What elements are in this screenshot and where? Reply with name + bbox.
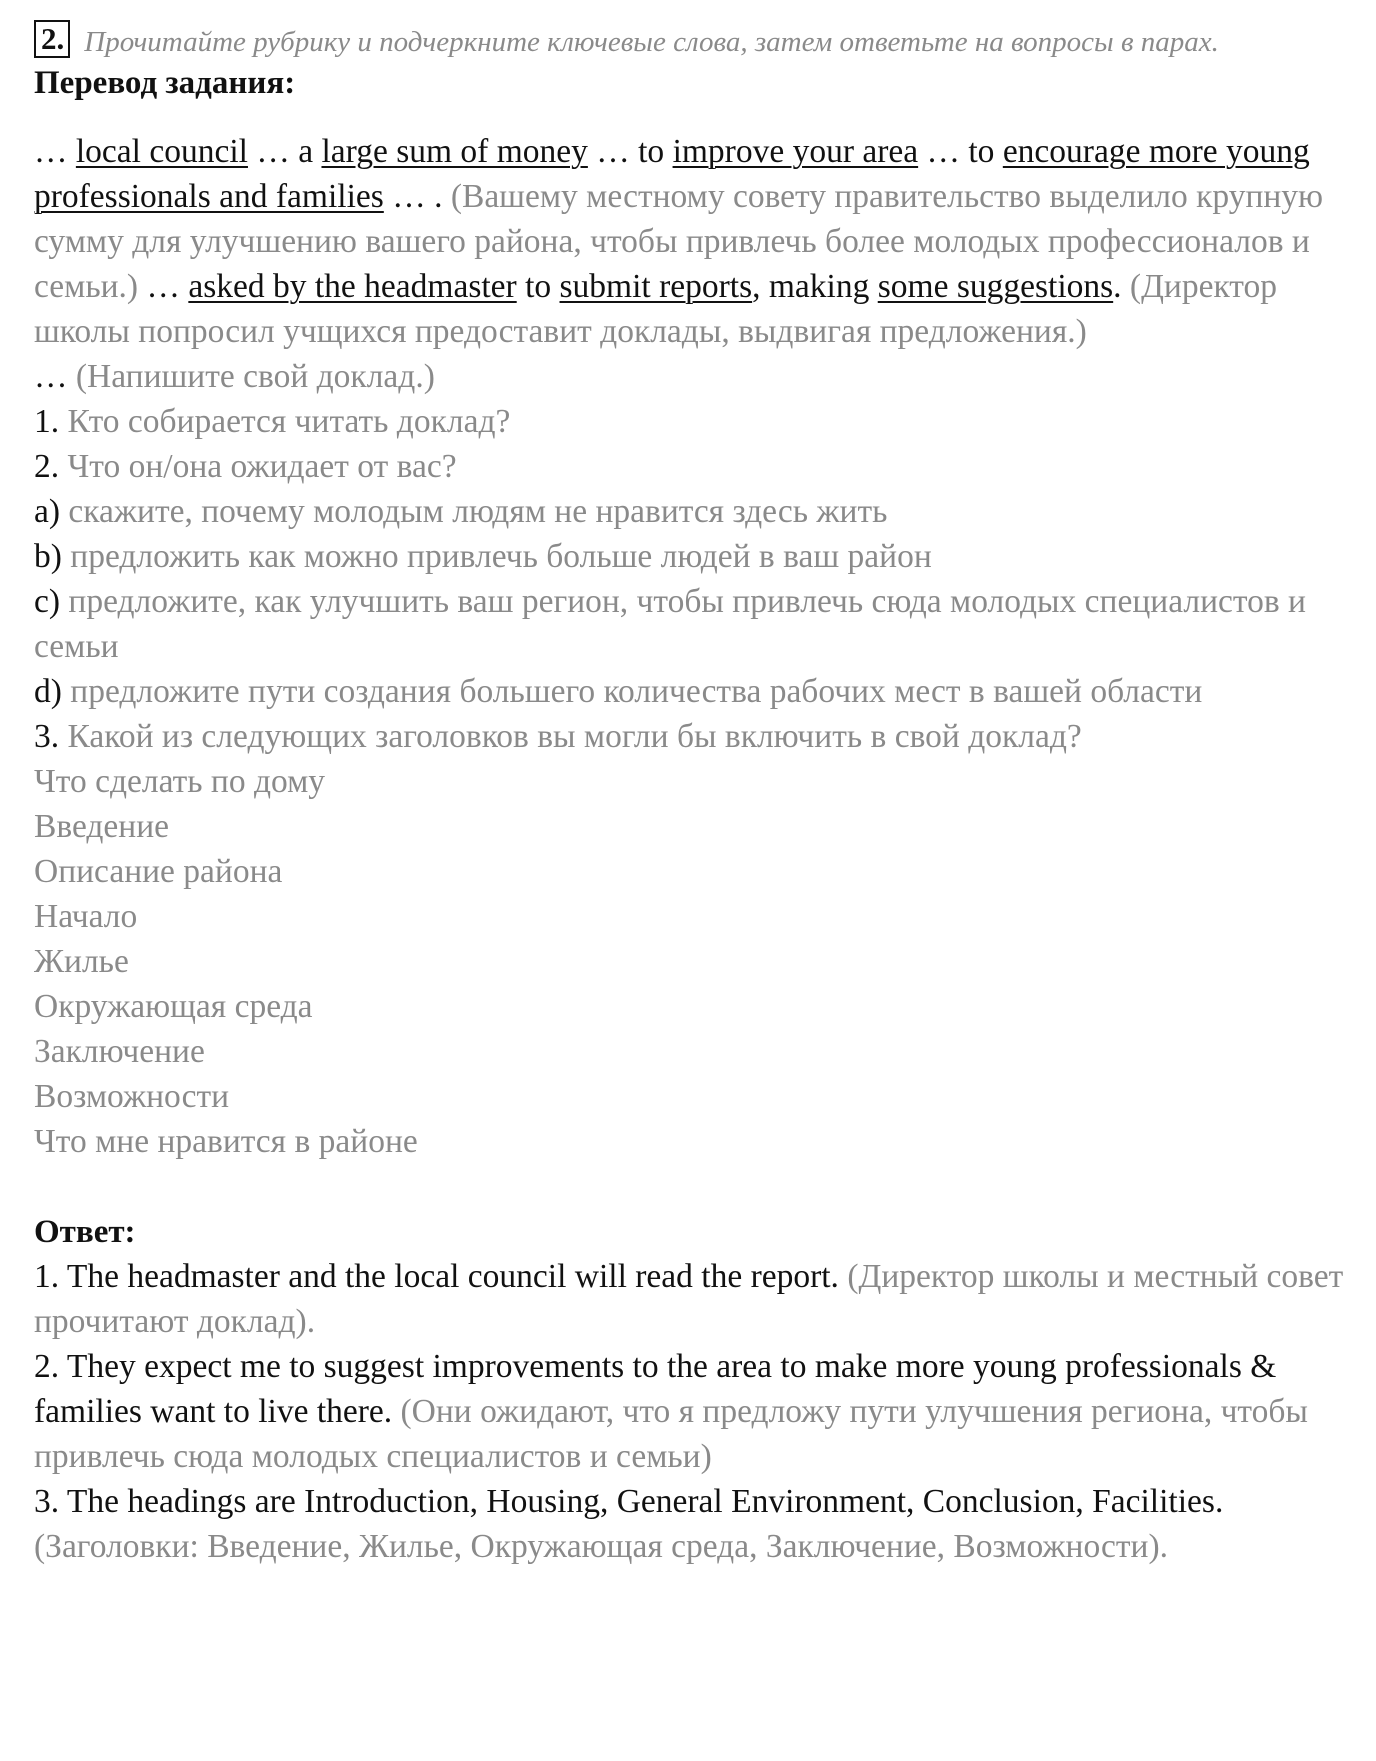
keyword: asked by the headmaster [188, 268, 517, 305]
question-marker: 2. [34, 448, 60, 485]
question-marker: d) [34, 673, 62, 710]
answer-text: 1. The headmaster and the local council will read the report. [34, 1258, 848, 1295]
translation-text: (Напишите свой доклад.) [75, 358, 435, 395]
keyword: encourage more young professionals and families [34, 133, 1310, 215]
answer-item [34, 1479, 1344, 1569]
question-text: предложите, как улучшить ваш регион, чтобы привлечь сюда молодых специалистов и семьи [34, 583, 1306, 665]
question-marker: b) [34, 538, 62, 575]
keyword: submit reports [559, 268, 753, 305]
answer-translation: (Директор школы и местный совет прочитают доклад). [34, 1258, 1344, 1340]
question-marker: 3. [34, 718, 60, 755]
question-text: скажите, почему молодым людям не нравится здесь жить [60, 493, 888, 530]
question-text: Что он/она ожидает от вас? [59, 448, 457, 485]
answer-translation: (Заголовки: Введение, Жилье, Окружающая среда, Заключение, Возможности). [34, 1528, 1168, 1565]
heading-option: Жилье [34, 943, 129, 980]
question-text: Какой из следующих заголовков вы могли бы включить в свой доклад? [59, 718, 1082, 755]
answer-text: 3. The headings are Introduction, Housing, General Environment, Conclusion, Facilities. [34, 1483, 1224, 1520]
keyword: large sum of money [321, 133, 588, 170]
question-text: Кто собирается читать доклад? [59, 403, 511, 440]
task-instruction: Прочитайте рубрику и подчеркните ключевые слова, затем ответьте на вопросы в парах. [84, 26, 1219, 58]
answer-item [34, 1344, 1344, 1479]
rubric-paragraph [34, 129, 1344, 1164]
answer-translation: (Они ожидают, что я предложу пути улучшения региона, чтобы привлечь сюда молодых специалистов и семьи) [34, 1393, 1308, 1475]
question-text: предложите пути создания большего количества рабочих мест в вашей области [61, 673, 1203, 710]
question-item [34, 669, 1344, 714]
keyword: some suggestions [877, 268, 1114, 305]
rubric-text: … a [247, 133, 322, 170]
rubric-text: . [1113, 268, 1130, 305]
document-page [34, 20, 1344, 1569]
question-item [34, 579, 1344, 669]
question-marker: c) [34, 583, 61, 620]
write-report-line [34, 354, 1344, 399]
heading-option: Возможности [34, 1078, 230, 1115]
question-item [34, 399, 1344, 444]
translation-heading: Перевод задания: [34, 65, 296, 101]
question-marker: 1. [34, 403, 60, 440]
heading-option: Описание района [34, 853, 283, 890]
question-text: предложить как можно привлечь больше людей в ваш район [61, 538, 932, 575]
keyword: local council [75, 133, 248, 170]
rubric-text: … [34, 358, 76, 395]
translation-text: (Вашему местному совету правительство выделило крупную сумму для улучшению вашего района, чтобы привлечь более молодых профессионалов и семьи.) [34, 178, 1324, 305]
answer-heading: Ответ: [34, 1214, 136, 1250]
rubric-text: … [34, 133, 76, 170]
heading-option: Что мне нравится в районе [34, 1123, 418, 1160]
rubric-text: , making [752, 268, 878, 305]
keyword: improve your area [672, 133, 919, 170]
answer-item [34, 1254, 1344, 1344]
question-item [34, 444, 1344, 489]
task-header [34, 20, 1344, 61]
rubric-text: … [138, 268, 189, 305]
answer-text: 2. They expect me to suggest improvements to the area to make more young professionals & families want to live there. [34, 1348, 1277, 1430]
heading-option: Начало [34, 898, 138, 935]
rubric-text: … to [587, 133, 673, 170]
translation-text: (Директор школы попросил учщихся предоставит доклады, выдвигая предложения.) [34, 268, 1278, 350]
heading-option: Что сделать по дому [34, 763, 326, 800]
rubric-text: … . [383, 178, 451, 215]
question-item [34, 489, 1344, 534]
question-item [34, 714, 1344, 759]
heading-option: Введение [34, 808, 170, 845]
task-number: 2. [34, 20, 70, 58]
answers-block [34, 1254, 1344, 1569]
rubric-text: … to [918, 133, 1003, 170]
rubric-text: to [516, 268, 560, 305]
heading-option: Заключение [34, 1033, 205, 1070]
question-item [34, 534, 1344, 579]
heading-option: Окружающая среда [34, 988, 313, 1025]
question-marker: a) [34, 493, 61, 530]
